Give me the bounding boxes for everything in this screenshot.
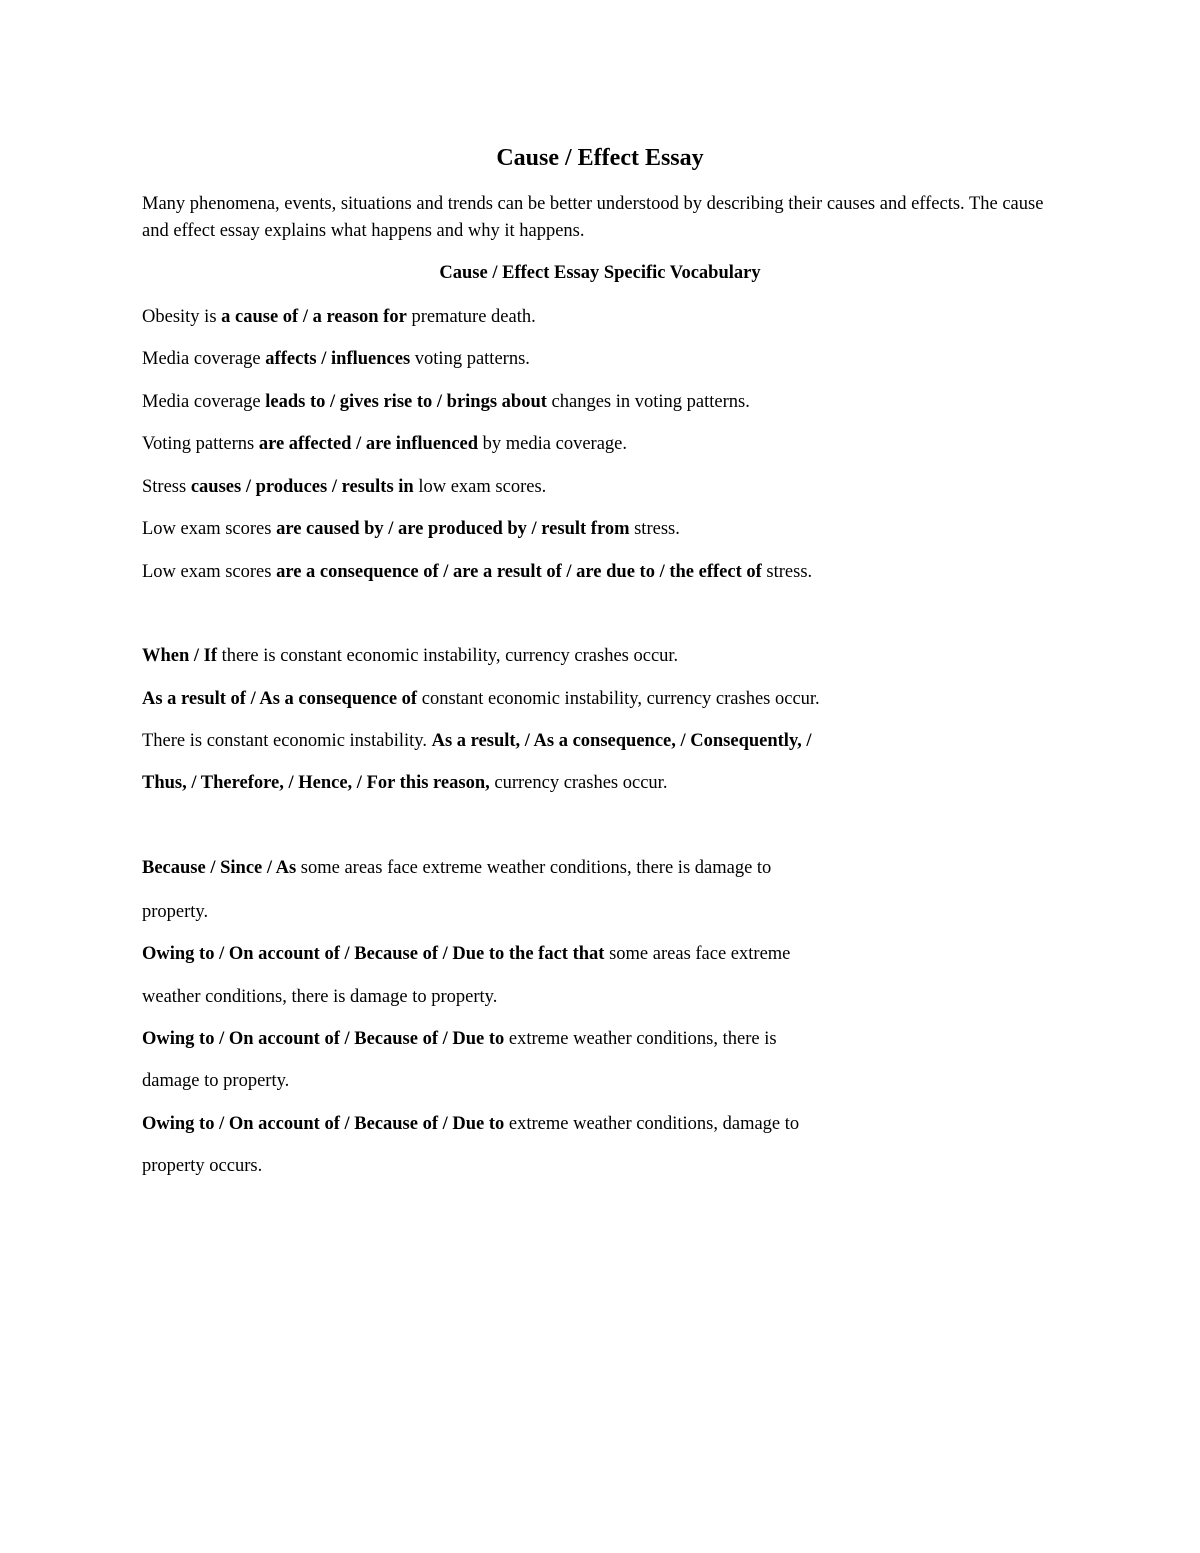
- sentence-text: low exam scores.: [413, 477, 547, 497]
- sentence-text: by media coverage.: [478, 434, 627, 454]
- sentence-text: some areas face extreme weather conditions, there is damage to: [296, 858, 772, 878]
- vocab-phrase: are a consequence of / are a result of / are due to / the effect of: [276, 562, 762, 582]
- sentence-text: premature death.: [406, 307, 536, 327]
- page-title: Cause / Effect Essay: [496, 145, 704, 171]
- sentence-text: Obesity is: [142, 307, 222, 327]
- vocab-phrase: As a result, / As a consequence, / Consequently, /: [431, 731, 812, 751]
- sentence-text: extreme weather conditions, there is: [504, 1029, 777, 1049]
- vocab-phrase: As a result of / As a consequence of: [142, 689, 418, 709]
- vocab-sentence-3: [142, 389, 750, 415]
- sentence-text: Media coverage: [142, 349, 266, 369]
- weather-sentence-1-continued: property.: [142, 902, 209, 922]
- intro-paragraph: Many phenomena, events, situations and trends can be better understood by describing their causes and effects. The cause and effect essay explains what happens and why it happens.: [142, 194, 1044, 241]
- weather-sentence-4: [142, 1111, 799, 1137]
- vocab-phrase: Owing to / On account of / Because of / Due to: [142, 1029, 505, 1049]
- weather-sentence-3-continued: damage to property.: [142, 1071, 290, 1091]
- vocabulary-heading: Cause / Effect Essay Specific Vocabulary: [439, 263, 761, 283]
- vocab-phrase: Owing to / On account of / Because of / Due to: [142, 1114, 505, 1134]
- sentence-text: There is constant economic instability.: [142, 731, 432, 751]
- weather-sentence-3: [142, 1026, 777, 1052]
- vocab-phrase: Owing to / On account of / Because of / Due to the fact that: [142, 944, 605, 964]
- sentence-text: Media coverage: [142, 392, 266, 412]
- vocab-phrase: causes / produces / results in: [190, 477, 414, 497]
- sentence-text: voting patterns.: [410, 349, 530, 369]
- vocab-sentence-1: [142, 304, 536, 330]
- vocab-phrase: When / If: [142, 646, 218, 666]
- vocab-sentence-2: [142, 346, 530, 372]
- sentence-text: stress.: [761, 562, 813, 582]
- vocab-phrase: Because / Since / As: [142, 858, 297, 878]
- sentence-text: Voting patterns: [142, 434, 259, 454]
- economic-sentence-4: [142, 770, 667, 796]
- economic-sentence-3: [142, 728, 812, 754]
- vocab-phrase: leads to / gives rise to / brings about: [265, 392, 547, 412]
- economic-sentence-1: [142, 643, 678, 669]
- sentence-text: Low exam scores: [142, 562, 277, 582]
- vocab-sentence-4: [142, 431, 627, 457]
- sentence-text: extreme weather conditions, damage to: [504, 1114, 800, 1134]
- vocab-phrase: are caused by / are produced by / result from: [276, 519, 630, 539]
- weather-sentence-2-continued: weather conditions, there is damage to property.: [142, 987, 498, 1007]
- sentence-text: constant economic instability, currency crashes occur.: [417, 689, 820, 709]
- vocab-sentence-7: [142, 559, 812, 585]
- sentence-text: there is constant economic instability, currency crashes occur.: [217, 646, 679, 666]
- vocab-sentence-5: [142, 474, 546, 500]
- sentence-text: Low exam scores: [142, 519, 277, 539]
- vocab-phrase: affects / influences: [265, 349, 411, 369]
- sentence-text: currency crashes occur.: [489, 773, 668, 793]
- weather-sentence-1: [142, 855, 771, 881]
- weather-sentence-2: [142, 941, 790, 967]
- weather-sentence-4-continued: property occurs.: [142, 1156, 263, 1176]
- sentence-text: some areas face extreme: [604, 944, 791, 964]
- sentence-text: changes in voting patterns.: [546, 392, 750, 412]
- vocab-phrase: are affected / are influenced: [258, 434, 479, 454]
- vocab-phrase: Thus, / Therefore, / Hence, / For this reason,: [142, 773, 490, 793]
- sentence-text: stress.: [629, 519, 680, 539]
- economic-sentence-2: [142, 686, 820, 712]
- vocab-phrase: a cause of / a reason for: [221, 307, 407, 327]
- sentence-text: Stress: [142, 477, 191, 497]
- vocab-sentence-6: [142, 516, 680, 542]
